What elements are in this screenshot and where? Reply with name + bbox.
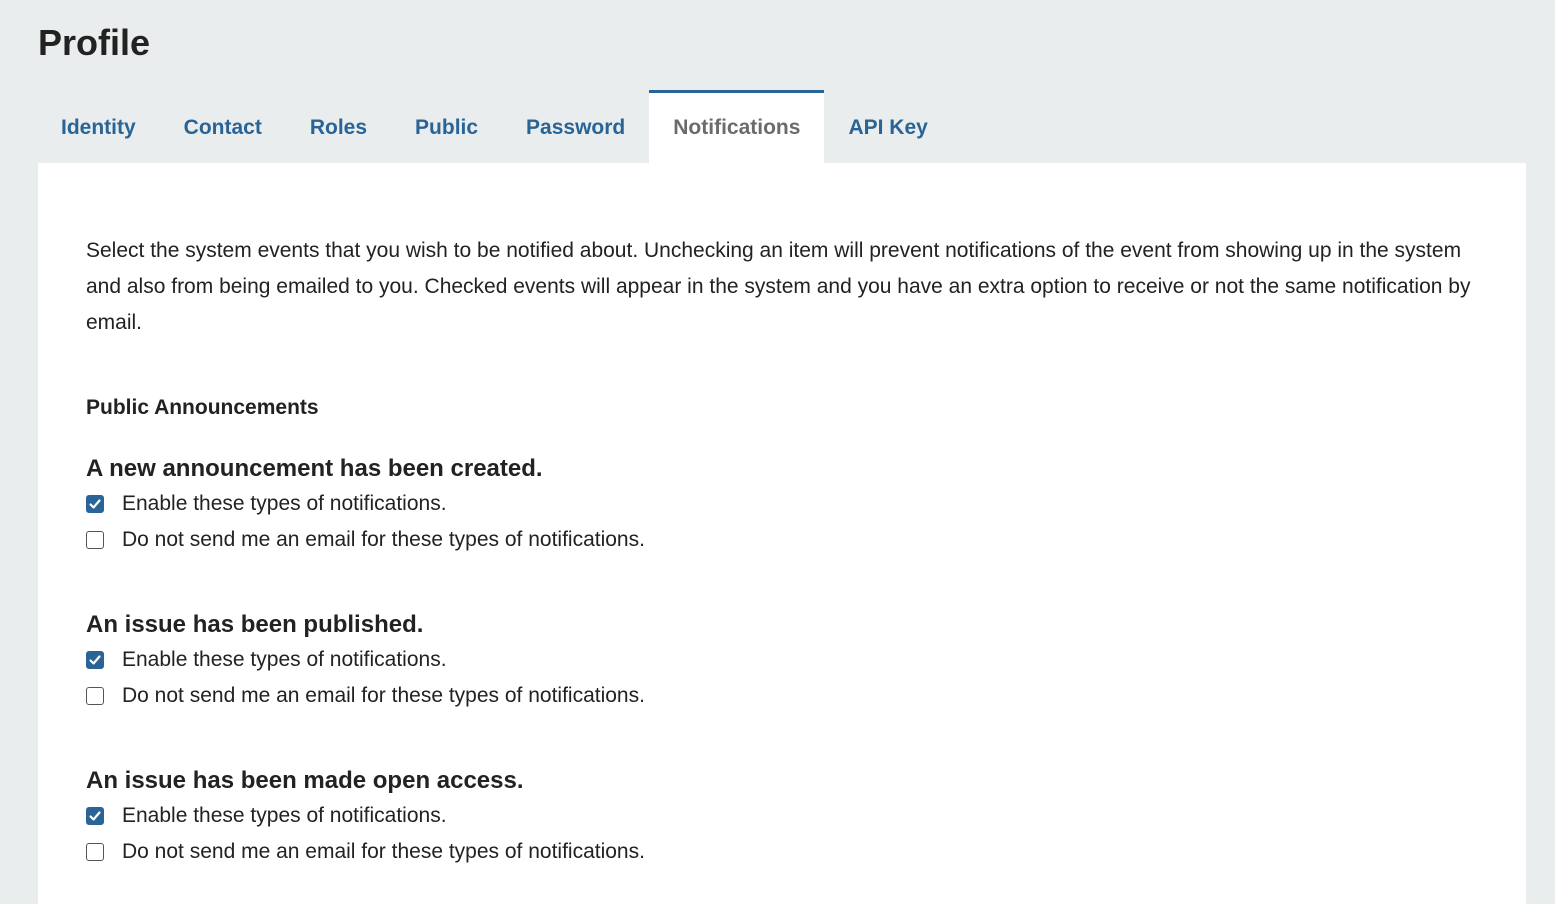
enable-notifications-checkbox[interactable] — [86, 651, 104, 669]
enable-notifications-option[interactable] — [86, 798, 1086, 834]
no-email-option[interactable] — [86, 522, 1086, 558]
no-email-label: Do not send me an email for these types of notifications. — [122, 684, 645, 707]
page-title: Profile — [38, 22, 151, 63]
checkmark-icon — [88, 497, 102, 511]
tab-public[interactable]: Public — [415, 116, 479, 139]
enable-notifications-label: Enable these types of notifications. — [122, 648, 447, 671]
no-email-checkbox[interactable] — [86, 843, 104, 861]
notification-event — [86, 452, 1086, 558]
no-email-label: Do not send me an email for these types of notifications. — [122, 840, 645, 863]
no-email-label: Do not send me an email for these types of notifications. — [122, 528, 645, 551]
no-email-option[interactable] — [86, 834, 1086, 870]
notifications-intro: Select the system events that you wish to be notified about. Unchecking an item will prevent notifications of the event from showing up in the system and also from being emailed to you. Checked events will appear in the system and you have an extra option to receive or not the same notification by email. — [86, 239, 1471, 334]
no-email-checkbox[interactable] — [86, 531, 104, 549]
enable-notifications-checkbox[interactable] — [86, 807, 104, 825]
event-title: An issue has been published. — [86, 611, 424, 638]
checkmark-icon — [88, 653, 102, 667]
no-email-checkbox[interactable] — [86, 687, 104, 705]
tab-identity[interactable]: Identity — [61, 116, 136, 139]
profile-tabs — [38, 90, 952, 163]
enable-notifications-checkbox[interactable] — [86, 495, 104, 513]
event-title: A new announcement has been created. — [86, 455, 543, 482]
enable-notifications-label: Enable these types of notifications. — [122, 804, 447, 827]
tab-notifications[interactable]: Notifications — [649, 90, 824, 163]
enable-notifications-label: Enable these types of notifications. — [122, 492, 447, 515]
tab-roles[interactable]: Roles — [309, 116, 368, 139]
tab-contact[interactable]: Contact — [183, 116, 262, 139]
checkmark-icon — [88, 809, 102, 823]
no-email-option[interactable] — [86, 678, 1086, 714]
event-title: An issue has been made open access. — [86, 767, 524, 794]
tab-api-key[interactable]: API Key — [848, 116, 928, 139]
notification-event — [86, 608, 1086, 714]
notifications-panel — [38, 163, 1526, 904]
enable-notifications-option[interactable] — [86, 642, 1086, 678]
enable-notifications-option[interactable] — [86, 486, 1086, 522]
tab-password[interactable]: Password — [526, 116, 626, 139]
notification-event — [86, 764, 1086, 870]
section-label-public-announcements: Public Announcements — [86, 396, 319, 419]
